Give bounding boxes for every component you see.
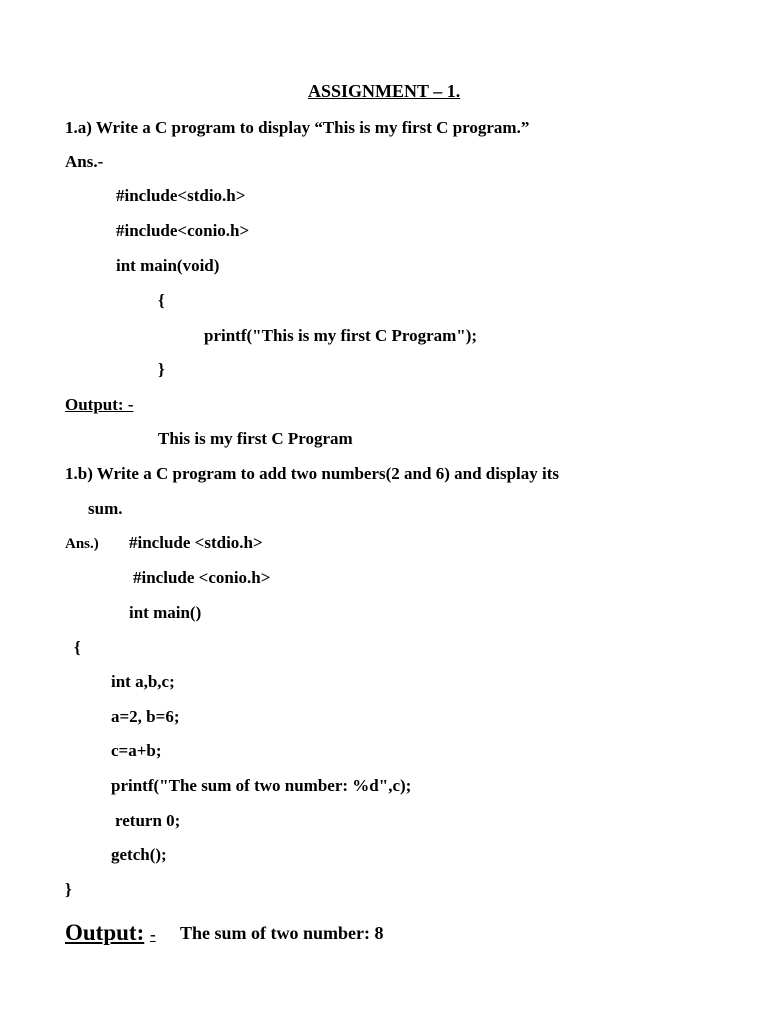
code-line-1a-5: printf("This is my first C Program"); (204, 326, 478, 345)
code-line-1b-9: return 0; (115, 811, 181, 830)
code-line-1a-4: { (158, 291, 165, 310)
code-line-1b-11: } (65, 880, 72, 899)
output-label-1a: Output: - (65, 395, 134, 414)
code-line-1b-10: getch(); (111, 845, 167, 864)
code-line-1a-1: #include<stdio.h> (116, 186, 246, 205)
question-1a: 1.a) Write a C program to display “This is my first C program.” (65, 118, 530, 137)
question-1b-line1: 1.b) Write a C program to add two numbers(2 and 6) and display its (65, 464, 560, 483)
code-line-1b-2: #include <conio.h> (133, 568, 271, 587)
code-line-1b-5: int a,b,c; (111, 672, 175, 691)
code-line-1b-1: #include <stdio.h> (129, 533, 263, 552)
code-line-1b-6: a=2, b=6; (111, 707, 180, 726)
code-line-1a-2: #include<conio.h> (116, 221, 250, 240)
output-text-1b: The sum of two number: 8 (180, 923, 384, 943)
output-text-1a: This is my first C Program (158, 429, 353, 448)
code-line-1b-3: int main() (129, 603, 202, 622)
code-line-1a-3: int main(void) (116, 256, 220, 275)
code-line-1b-8: printf("The sum of two number: %d",c); (111, 776, 412, 795)
code-line-1b-7: c=a+b; (111, 741, 162, 760)
question-1b-line2: sum. (88, 499, 123, 518)
code-line-1b-4: { (74, 638, 81, 657)
code-line-1a-6: } (158, 360, 165, 379)
page-title: ASSIGNMENT – 1. (308, 81, 461, 101)
answer-label-1b: Ans.) (65, 536, 99, 552)
output-dash-1b: - (150, 925, 156, 944)
answer-label-1a: Ans.- (65, 152, 104, 171)
output-label-1b: Output: (65, 920, 145, 945)
